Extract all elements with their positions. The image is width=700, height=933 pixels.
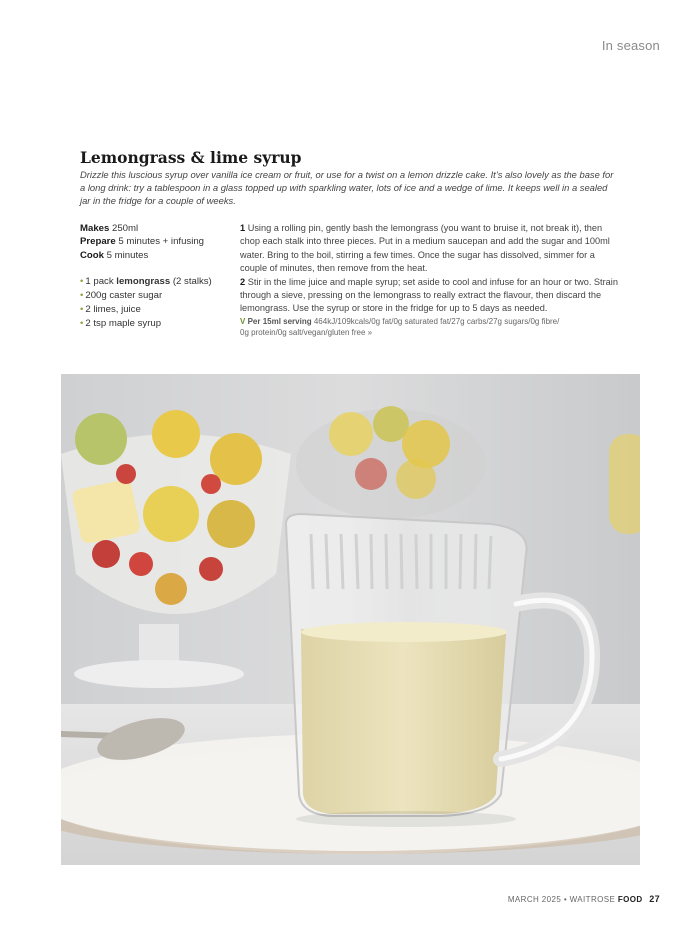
ingredient-key: lemongrass	[116, 276, 171, 287]
method-step	[240, 222, 620, 276]
prepare-row	[80, 235, 230, 248]
step-number: 1	[240, 223, 246, 233]
ingredients-list	[80, 275, 230, 331]
ingredient-item	[80, 275, 230, 289]
page-footer	[508, 894, 660, 904]
prepare-label: Prepare	[80, 236, 116, 248]
step-text: Using a rolling pin, gently bash the lemongrass (you want to bruise it, not break it), then chop each stalk into three pieces. Put in a medium saucepan and add the sugar and 100ml water. Bring to the boil, stirring a few times. Once the sugar has dissolved, simmer for a couple of minutes, then remove from the heat.	[240, 223, 610, 274]
makes-label: Makes	[80, 223, 110, 234]
nutrition-label: Per 15ml serving	[247, 316, 312, 326]
nutrition-info	[240, 316, 570, 338]
recipe-title: Lemongrass & lime syrup	[80, 148, 302, 167]
bullet-icon: •	[80, 304, 84, 315]
recipe-photo	[61, 374, 640, 865]
bullet-icon: •	[80, 276, 84, 287]
ingredient-text: 200g caster sugar	[85, 290, 163, 301]
prepare-value: 5 minutes + infusing	[118, 236, 205, 248]
section-tag: In season	[601, 38, 660, 53]
step-text: Stir in the lime juice and maple syrup; set aside to cool and infuse for an hour or two. Strain through a sieve, pressing on the lemongrass to really extract the flavour, then discard the lemongrass. Use the syrup or store in the fridge for up to 5 days as needed.	[240, 276, 618, 314]
makes-row	[80, 222, 230, 235]
ingredient-item	[80, 289, 230, 303]
ingredient-text: 2 limes, juice	[85, 304, 141, 315]
cook-row	[80, 249, 230, 262]
method	[240, 222, 620, 338]
bullet-icon: •	[80, 290, 84, 301]
page-number: 27	[649, 894, 660, 904]
ingredient-note: (2 stalks)	[170, 276, 212, 287]
issue-text: MARCH 2025 • WAITROSE	[507, 895, 616, 904]
bullet-icon: •	[80, 318, 84, 329]
ingredient-item	[80, 303, 230, 317]
brand-name: FOOD	[617, 895, 643, 904]
recipe-meta	[80, 222, 230, 262]
ingredient-text: 1 pack	[85, 276, 117, 287]
ingredient-text: 2 tsp maple syrup	[85, 318, 162, 329]
photo-illustration	[61, 374, 640, 865]
cook-label: Cook	[80, 249, 104, 261]
cook-value: 5 minutes	[106, 249, 149, 261]
recipe-intro: Drizzle this luscious syrup over vanilla ice cream or fruit, or use for a twist on a lemon drizzle cake. It’s also lovely as the base for a long drink: try a tablespoon in a glass topped up with sparkling water, lots of ice and a wedge of lime. It keeps well in a sealed jar in the fridge for a couple of weeks.	[80, 169, 614, 206]
step-number: 2	[240, 276, 246, 287]
nutrition-text: 464kJ/109kcals/0g fat/0g saturated fat/27g carbs/27g sugars/0g fibre/ 0g protein/0g salt/vegan/gluten free »	[240, 316, 560, 337]
vegetarian-badge: V	[240, 316, 246, 326]
makes-value: 250ml	[112, 223, 139, 234]
method-step	[240, 276, 620, 316]
ingredient-item	[80, 317, 230, 331]
